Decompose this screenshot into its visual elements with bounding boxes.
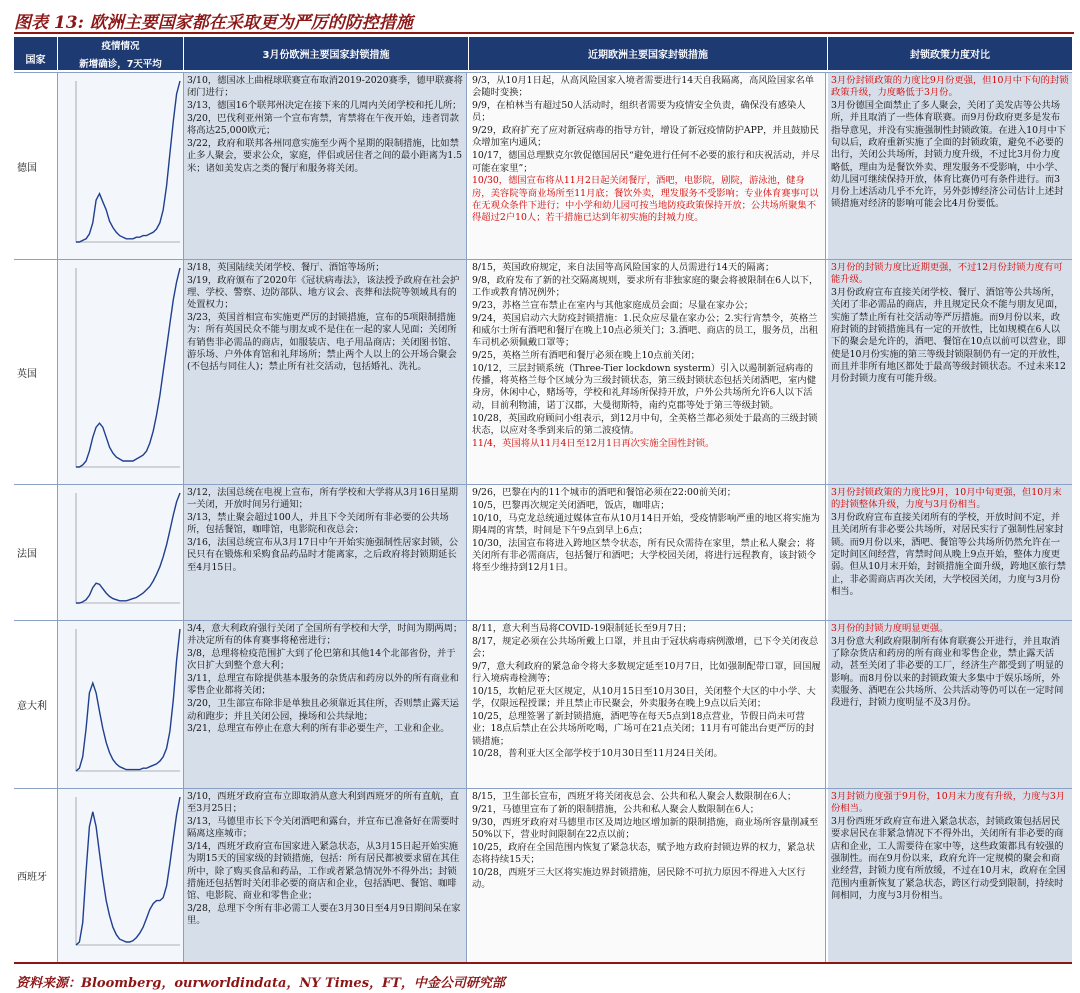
new-cases-line: [76, 493, 180, 603]
march-measures-cell-item: 3/10，西班牙政府宣布立即取消从意大利到西班牙的所有直航，直至3月25日；: [187, 791, 459, 815]
recent-measures-cell-item: 9/30，西班牙政府对马德里市区及周边地区增加新的限制措施，商业场所容量削减至50%以下，营业时间限制在22点以前；: [472, 816, 819, 840]
chart-axis: [76, 629, 180, 771]
march-measures-cell-item: 3/19，政府颁布了2020年《冠状病毒法》，该法授予政府在社会护理、学校、警察、边防部队、地方议会、丧葬和法院等领域具有的处置权力；: [187, 274, 460, 311]
country-name: 意大利: [14, 621, 58, 788]
march-measures-cell: [184, 260, 467, 484]
comparison-cell: [828, 621, 1072, 788]
recent-measures-cell-item: 9/21，马德里宣布了新的限制措施，公共和私人聚会人数限制在6人；: [472, 803, 760, 815]
march-measures-cell-item: 3/8，总理将检疫范围扩大到了伦巴第和其他14个北部省份，并于次日扩大到整个意大利；: [187, 648, 456, 672]
case-curve-chart: [58, 73, 184, 259]
comparison-cell-item: 3月份西班牙政府宣布进入紧急状态，封锁政策包括居民要求居民在非紧急情况下不得外出，关闭所有非必要的商店和企业，工人需要待在家中等，这些政策都具有较强的强制性。而在9月份以来，政府允许一定规模的聚会和商业经营，封锁力度有所放缓，不过在10月末，政府在全国范围内重新恢复了紧急状态，跨区行动受到限制，持续时间相同，力度与3月份相当。: [831, 816, 1066, 901]
recent-measures-cell-item: 10/30，法国宣布将进入跨地区禁令状态，所有民众需待在家里，禁止私人聚会；将关闭所有非必需商店，包括餐厅和酒吧；大学校园关闭，将进行远程教育，该封锁令将至少维持到12月1日。: [472, 537, 816, 574]
march-measures-cell-item: 3/10，德国冰上曲棍球联赛宣布取消2019-2020赛季，德甲联赛将闭门进行；: [187, 75, 463, 99]
recent-measures-cell-item: 8/15，英国政府规定，来自法国等高风险国家的人员需进行14天的隔离；: [472, 262, 775, 273]
recent-measures-cell: [469, 260, 826, 484]
recent-measures-cell-item: 9/7，意大利政府的紧急命令将大多数规定延至10月7日，比如强制配带口罩，回国履行入境病毒检测等；: [472, 660, 821, 685]
header-comparison: 封锁政策力度对比: [828, 37, 1072, 71]
recent-measures-cell-item: 10/12，三层封锁系统（Three-Tier lockdown systerm）引入以遏制新冠病毒的传播，将英格兰每个区域分为三级封锁状态，第三级封锁状态包括关闭酒吧，室内健身房，休闲中心，赌场等，学校和礼拜场所保持开放，户外公共场所允许6人以下活动，目前利物浦，诺丁汉郡，大曼彻斯特，南约克郡等处于第三等级封锁。: [472, 362, 816, 411]
recent-measures-cell-item: 11/4，英国将从11月4日至12月1日再次实施全国性封锁。: [472, 437, 715, 449]
recent-measures-cell-item: 10/25，总理签署了新封锁措施，酒吧等在每天5点到18点营业，节假日尚未可营业；18点后禁止在公共场所吃喝，广场可在21点关闭；11月有可能出台更严厉的封锁措施；: [472, 711, 815, 747]
case-curve-chart: [58, 789, 184, 962]
case-curve-chart: [58, 485, 184, 620]
country-row: [14, 620, 1072, 788]
march-measures-cell: [184, 73, 467, 259]
recent-measures-cell-item: 10/25，政府在全国范围内恢复了紧急状态，赋予地方政府封锁边界的权力，紧急状态将持续15天；: [472, 841, 815, 865]
header-epi-title: 疫情情况: [101, 40, 140, 52]
recent-measures-cell-item: 9/3，从10月1日起，从高风险国家入境者需要进行14天自我隔离，高风险国家名单会随时变换；: [472, 75, 815, 99]
comparison-cell: [828, 260, 1072, 484]
recent-measures-cell-item: 9/26，巴黎在内的11个城市的酒吧和餐馆必须在22:00前关闭；: [472, 487, 737, 498]
recent-measures-cell: [469, 485, 826, 620]
recent-measures-cell: [469, 789, 826, 962]
recent-measures-cell-item: 10/28，西班牙三大区将实施边界封锁措施，居民除不可抗力原因不得进入大区行动。: [472, 866, 806, 891]
header-march-measures: 3月份欧洲主要国家封锁措施: [184, 37, 469, 71]
comparison-cell-item: 3月份政府宣布直接关闭学校、餐厅、酒馆等公共场所，关闭了非必需品的商店，并且规定民众不能与朋友见面，实施了禁止所有社交活动等严厉措施。而9月份以来，政府封锁的封锁措施具有一定的开放性，比如规模在6人以下的聚会是允许的，酒吧、餐馆在10点以前可以营业，即使是10月份实施的第三等级封锁限制仍有一定的开放性，而且并非所有地区都处于最高等级封锁状态。不过未来12月份封锁力度有可能升级。: [831, 287, 1066, 385]
recent-measures-cell-item: 9/8，政府发布了新的社交隔离规则，要求所有非独家庭的聚会将被限制在6人以下，工作或教育情况例外；: [472, 274, 819, 299]
march-measures-cell-item: 3/14，西班牙政府宣布国家进入紧急状态，从3月15日起开始实施为期15天的国家级的封锁措施，包括：所有居民都被要求留在其住所中，除了购买食品和药品，工作或者紧急情况外不得外出；封锁措施还包括暂时关闭非必要的商店和企业，包括酒吧、餐馆、咖啡馆、电影院、商业和零售企业；: [187, 841, 460, 902]
recent-measures-cell-item: 8/17，规定必须在公共场所戴上口罩，并且由于冠状病毒病例激增，已下令关闭夜总会；: [472, 635, 819, 660]
march-measures-cell-item: 3/13，德国16个联邦州决定在接下来的几周内关闭学校和托儿所；: [187, 100, 462, 112]
recent-measures-cell-item: 9/24，英国启动六大防疫封锁措施：1.民众应尽量在家办公；2.实行宵禁令，英格兰和威尔士所有酒吧和餐厅在晚上10点必须关门；3.酒吧、商店的员工，服务员，出租车司机必须佩戴口罩等；: [472, 312, 819, 349]
march-measures-cell-item: 3/21，总理宣布停止在意大利的所有非必要生产，工业和企业。: [187, 723, 450, 735]
header-recent-measures: 近期欧洲主要国家封锁措施: [469, 37, 828, 71]
march-measures-cell-item: 3/18，英国陆续关闭学校、餐厅、酒馆等场所；: [187, 262, 385, 273]
march-measures-cell-item: 3/11，总理宣布除提供基本服务的杂货店和药房以外的所有商业和零售企业都将关闭；: [187, 673, 459, 697]
recent-measures-cell-item: 10/28，英国政府顾问小组表示，到12月中旬，全英格兰都必须处于最高的三级封锁状态，以应对冬季到来后的第二波疫情。: [472, 412, 818, 436]
comparison-cell-item: 3月份的封锁力度比近期更强，不过12月份封锁力度有可能升级。: [831, 262, 1063, 286]
march-measures-cell-item: 3/23，英国首相宣布实施更严厉的封锁措施，宣布的5项限制措施为：所有英国民众不能与朋友或不是住在一起的家人见面；关闭所有销售非必需品的商店，如服装店、电子用品商店；关闭图书馆、游乐场、户外体育馆和礼拜场所；禁止两个人以上的公开场合聚会(不包括与同住人)；禁止所有社交活动，包括婚礼、洗礼。: [187, 312, 457, 373]
new-cases-line: [76, 81, 180, 242]
recent-measures-cell-item: 8/15，卫生部长宣布，西班牙将关闭夜总会、公共和私人聚会人数限制在6人；: [472, 791, 797, 802]
new-cases-line: [76, 629, 180, 771]
comparison-cell-item: 3月份封锁政策的力度比9月，10月中旬更强，但10月末的封锁整体升级，力度与3月份相当。: [831, 487, 1062, 511]
country-row: [14, 788, 1072, 962]
country-name: 法国: [14, 485, 58, 620]
country-name: 西班牙: [14, 789, 58, 962]
recent-measures-cell-item: 9/9，在柏林当有超过50人活动时，组织者需要为疫情安全负责，确保没有感染人员；: [472, 100, 806, 124]
march-measures-cell-item: 3/16，法国总统宣布从3月17日中午开始实施强制性居家封锁，公民只有在锻炼和采购食品药品时才能离家，之后政府将封锁期延长至4月15日。: [187, 537, 459, 573]
march-measures-cell: [184, 485, 467, 620]
country-row: [14, 259, 1072, 484]
comparison-cell-item: 3月份的封锁力度明显更强。: [831, 623, 949, 634]
source-note: 资料来源：Bloomberg，ourworldindata，NY Times，FT，中金公司研究部: [16, 976, 505, 991]
case-curve-chart: [58, 621, 184, 788]
header-epi-sub: 新增确诊，7天平均: [79, 58, 162, 70]
recent-measures-cell-item: 9/23，苏格兰宣布禁止在室内与其他家庭成员会面；尽量在家办公；: [472, 299, 754, 311]
figure-title: 图表 13: 欧洲主要国家都在采取更为严厉的防控措施: [14, 4, 1074, 34]
header-country: 国家: [14, 37, 58, 71]
comparison-cell-item: 3月份德国全面禁止了多人聚会，关闭了美发店等公共场所，并且取消了一些体育联赛。而9月份政府更多是发布指导意见，并没有实施强制性封锁政策。在进入10月中下旬以后，政府重新实施了全面的封锁政策，避免不必要的出行，关闭公共场所，封锁力度升级，不过比3月份力度略低，理由为是餐饮外卖、理发服务不受影响，中小学、幼儿园可继续保持开放，体育比赛仍可有条件进行。而3月份上述活动几乎不允许，另外彭博经济公司估计上述封锁措施对经济的影响可能会比4月份要低。: [831, 100, 1066, 210]
new-cases-line: [76, 268, 180, 467]
march-measures-cell: [184, 621, 467, 788]
recent-measures-cell-item: 10/17，德国总理默克尔敦促德国居民“避免进行任何不必要的旅行和庆祝活动，并尽可能在家里”；: [472, 150, 820, 174]
march-measures-cell-item: 3/13，禁止聚会超过100人，并且下令关闭所有非必要的公共场所，包括餐馆，咖啡馆，电影院和夜总会；: [187, 512, 449, 536]
header-epidemic: [58, 37, 184, 71]
march-measures-cell-item: 3/13，马德里市长下令关闭酒吧和露台，并宣布已准备好在需要时隔离这座城市；: [187, 816, 459, 840]
march-measures-cell-item: 3/20，巴伐利亚州第一个宣布宵禁，宵禁将在午夜开始，违者罚款将高达25,000欧元；: [187, 112, 459, 137]
comparison-cell-item: 3月封锁力度强于9月份，10月末力度有升级，力度与3月份相当。: [831, 791, 1066, 815]
chart-axis: [76, 81, 180, 242]
recent-measures-cell-item: 10/30，德国宣布将从11月2日起关闭餐厅，酒吧，电影院，剧院，游泳池，健身房，美容院等商业场所至11月底；餐饮外卖，理发服务不受影响；专业体育赛事可以在无观众条件下进行；中小学和幼儿园可按当地防疫政策保持开放；公共场所聚集不得超过2户10人；若干措施已达到年初实施的封城力度。: [472, 175, 819, 224]
comparison-cell: [828, 485, 1072, 620]
comparison-cell-item: 3月份意大利政府限制所有体育联赛公开进行，并且取消了除杂货店和药房的所有商业和零售企业，禁止露天活动，甚至关闭了非必要的工厂，经济生产都受到了明显的影响。而8月份以来的封锁政策大多集中于娱乐场所，外卖服务、酒吧在公共场所、公共活动等仍可以在一定时间段进行，封锁力度明显不及3月份。: [831, 635, 1064, 709]
new-cases-line: [76, 797, 180, 945]
march-measures-cell-item: 3/12，法国总统在电视上宣布，所有学校和大学将从3月16日星期一关闭，开放时间另行通知；: [187, 487, 459, 511]
recent-measures-cell-item: 10/5，巴黎再次规定关闭酒吧，饭店，咖啡店；: [472, 499, 670, 511]
comparison-cell-item: 3月份封锁政策的力度比9月份更强，但10月中下旬的封锁政策升级，力度略低于3月份。: [831, 75, 1069, 99]
recent-measures-cell-item: 9/29，政府扩充了应对新冠病毒的指导方针，增设了新冠疫情防护APP，并且鼓励民众增加室内通风；: [472, 125, 819, 149]
comparison-cell-item: 3月份政府宣布直接关闭所有的学校，开放时间不定，并且关闭所有非必要公共场所，对居民实行了强制性居家封锁。而9月份以来，酒吧、餐馆等公共场所仍然允许在一定时间区间经营，宵禁时间从晚上9点开始，整体力度更弱。但从10月末开始，封锁措施全面升级，跨地区旅行禁止，非必需商店再次关闭，大学校园关闭，力度与3月份相当。: [831, 512, 1066, 597]
comparison-cell: [828, 789, 1072, 962]
country-name: 德国: [14, 73, 58, 259]
recent-measures-cell-item: 9/25，英格兰所有酒吧和餐厅必须在晚上10点前关闭；: [472, 350, 700, 362]
case-curve-chart: [58, 260, 184, 484]
country-row: [14, 484, 1072, 620]
march-measures-cell-item: 3/28，总理下令所有非必需工人要在3月30日至4月9日期间呆在家里。: [187, 903, 461, 927]
recent-measures-cell-item: 10/28，普利亚大区全部学校于10月30日至11月24日关闭。: [472, 748, 723, 760]
march-measures-cell-item: 3/4，意大利政府强行关闭了全国所有学校和大学，时间为期两周；并决定所有的体育赛事将秘密进行；: [187, 623, 463, 647]
country-row: [14, 72, 1072, 259]
recent-measures-cell-item: 10/15，坎帕尼亚大区规定，从10月15日至10月30日，关闭整个大区的中小学、大学，仅限远程授课；并且禁止市民聚会，外卖服务在晚上9点以后关闭；: [472, 685, 816, 710]
comparison-cell: [828, 73, 1072, 259]
march-measures-cell-item: 3/20，卫生部宣布除非是单独且必须靠近其住所，否则禁止露天运动和跑步；并且关闭公园，操场和公共绿地；: [187, 698, 459, 722]
march-measures-cell: [184, 789, 467, 962]
recent-measures-cell: [469, 621, 826, 788]
recent-measures-cell: [469, 73, 826, 259]
chart-axis: [76, 493, 180, 603]
recent-measures-cell-item: 8/11，意大利当局将COVID-19限制延长至9月7日；: [472, 623, 692, 634]
country-name: 英国: [14, 260, 58, 484]
footer-divider: [14, 962, 1072, 964]
march-measures-cell-item: 3/22，政府和联邦各州同意实施至少两个星期的限制措施，比如禁止多人聚会，要求公众，家庭，伴侣或居住者之间的最小距离为1.5米；诸如美发店之类的餐厅和服务将关闭。: [187, 137, 463, 174]
recent-measures-cell-item: 10/10，马克龙总统通过媒体宣布从10月14日开始，受疫情影响严重的地区将实施为期4周的宵禁，时间是下午9点到早上6点；: [472, 512, 820, 536]
